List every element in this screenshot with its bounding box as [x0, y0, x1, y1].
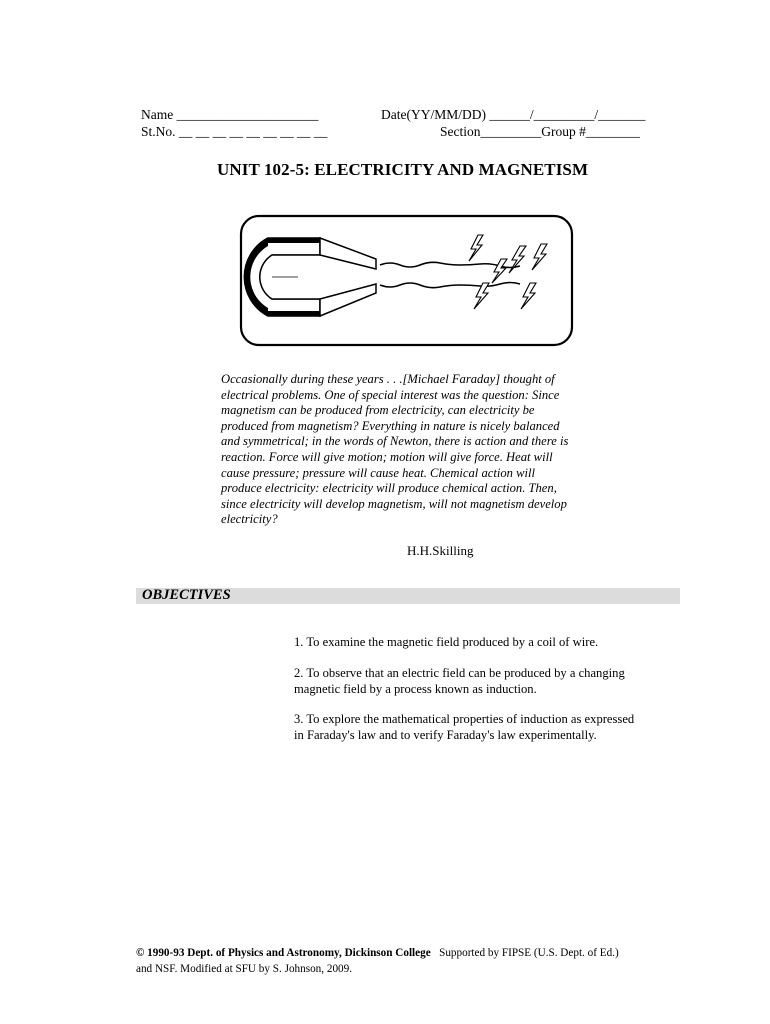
- name-field: [141, 107, 318, 123]
- footer-line-2: and NSF. Modified at SFU by S. Johnson, 2009.: [136, 962, 353, 975]
- objective-text: 3. To explore the mathematical properties of induction as expressed: [294, 712, 635, 726]
- quote-line: produce electricity: electricity will produce chemical action. Then,: [221, 481, 557, 496]
- date-field: Date(YY/MM/DD) ______/_________/_______: [381, 107, 646, 122]
- objective-text: 2. To observe that an electric field can be produced by a changing: [294, 666, 625, 680]
- quote-line: and symmetrical; in the words of Newton, there is action and there is: [221, 434, 569, 449]
- objective-text: in Faraday's law and to verify Faraday's law experimentally.: [294, 728, 597, 742]
- quote-line: since electricity will develop magnetism, will not magnetism develop: [221, 496, 567, 511]
- name-blank: _____________________: [176, 107, 319, 122]
- page-title: UNIT 102-5: ELECTRICITY AND MAGNETISM: [217, 160, 589, 179]
- copyright-text: © 1990-93 Dept. of Physics and Astronomy, Dickinson College: [136, 947, 431, 959]
- objective-item-1: [294, 634, 684, 650]
- support-text: Supported by FIPSE (U.S. Dept. of Ed.): [439, 947, 619, 959]
- stno-blank: __ __ __ __ __ __ __ __ __: [178, 124, 328, 139]
- objective-item-3: [294, 711, 684, 743]
- quote-line: Occasionally during these years . . .[Michael Faraday] thought of: [221, 372, 555, 386]
- quote-line: electrical problems. One of special interest was the question: Since: [221, 387, 560, 402]
- stno-label: St.No.: [141, 124, 176, 139]
- objective-item-2: [294, 665, 684, 697]
- quote-line: produced from magnetism? Everything in nature is nicely balanced: [221, 418, 560, 433]
- objective-text: 1. To examine the magnetic field produced by a coil of wire.: [294, 635, 599, 649]
- objectives-heading-bar: [136, 588, 680, 604]
- quote-author: H.H.Skilling: [407, 543, 474, 558]
- quote-line: electricity?: [221, 512, 278, 527]
- quote-line: reaction. Force will give motion; motion will give force. Heat will: [221, 449, 553, 464]
- quote-line: cause pressure; pressure will cause heat. Chemical action will: [221, 465, 535, 480]
- objective-text: magnetic field by a process known as induction.: [294, 682, 537, 696]
- student-number-field: [141, 124, 327, 140]
- magnet-figure: [238, 213, 576, 349]
- footer: [136, 946, 696, 977]
- objectives-heading: OBJECTIVES: [142, 587, 231, 603]
- name-label: Name: [141, 107, 174, 122]
- faraday-quote: [221, 372, 591, 528]
- quote-line: magnetism can be produced from electricity, can electricity be: [221, 403, 535, 418]
- section-group-field: Section_________Group #________: [440, 124, 640, 139]
